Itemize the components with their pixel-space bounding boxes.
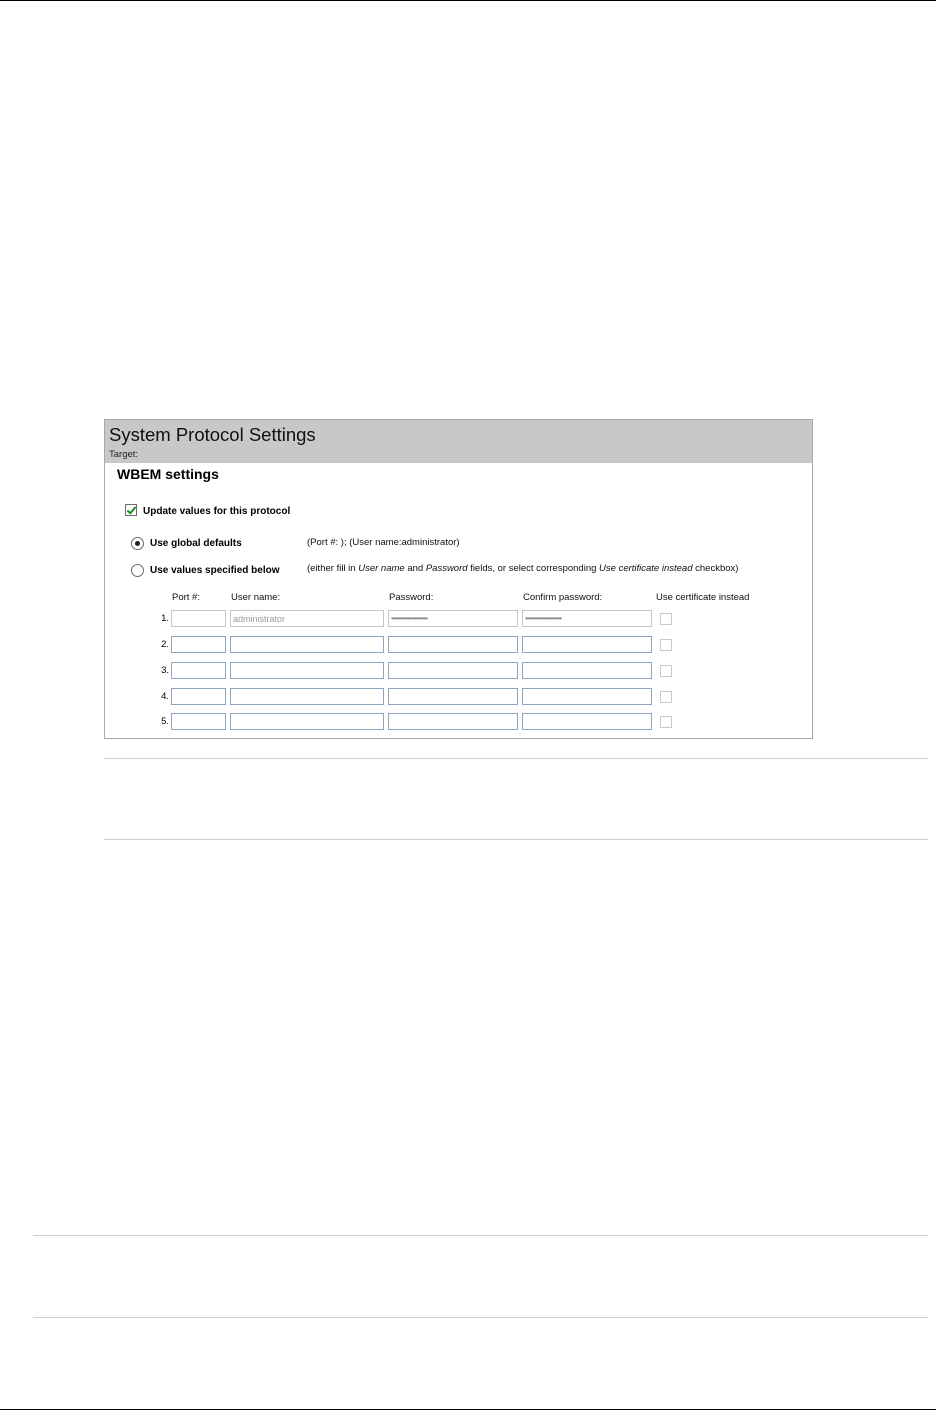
global-defaults-info: (Port #: ); (User name:administrator)	[307, 537, 460, 548]
panel-title: System Protocol Settings	[109, 424, 316, 445]
use-certificate-checkbox[interactable]	[660, 716, 672, 728]
row-number: 3.	[161, 665, 169, 676]
note-part-6: Use certificate instead	[599, 563, 693, 574]
use-certificate-checkbox[interactable]	[660, 691, 672, 703]
col-cert-header: Use certificate instead	[656, 592, 750, 603]
section-title: WBEM settings	[117, 466, 219, 482]
note-part-3: and	[404, 563, 426, 574]
col-confirm-header: Confirm password:	[523, 592, 603, 603]
use-global-defaults-label: Use global defaults	[150, 538, 242, 549]
port-input[interactable]	[171, 636, 226, 653]
update-values-checkbox[interactable]	[125, 504, 137, 516]
update-values-label: Update values for this protocol	[143, 506, 291, 517]
user-name-input[interactable]	[230, 688, 384, 705]
row-number: 4.	[161, 691, 169, 702]
col-password-header: Password:	[389, 592, 434, 603]
panel-header	[105, 420, 812, 463]
use-values-specified-radio[interactable]	[131, 564, 144, 577]
row-number: 5.	[161, 716, 169, 727]
port-input[interactable]	[171, 713, 226, 730]
use-certificate-checkbox[interactable]	[660, 665, 672, 677]
rule-3	[33, 1235, 928, 1236]
confirm-password-input[interactable]	[522, 636, 652, 653]
note-part-4: Password	[425, 563, 468, 574]
note-part-2: User name	[358, 563, 405, 574]
confirm-password-input[interactable]	[522, 662, 652, 679]
row-number: 2.	[161, 639, 169, 650]
rule-4	[33, 1317, 928, 1318]
system-protocol-settings-panel	[104, 419, 813, 739]
rule-2	[104, 839, 928, 840]
confirm-password-input[interactable]	[522, 688, 652, 705]
confirm-password-input[interactable]	[522, 713, 652, 730]
port-input[interactable]	[171, 662, 226, 679]
password-input[interactable]	[388, 610, 518, 627]
note-part-7: checkbox)	[692, 563, 739, 574]
user-name-input[interactable]	[230, 662, 384, 679]
user-name-input[interactable]	[230, 610, 384, 627]
password-input[interactable]	[388, 688, 518, 705]
use-certificate-checkbox[interactable]	[660, 613, 672, 625]
use-global-defaults-radio[interactable]	[131, 537, 144, 550]
col-user-header: User name:	[231, 592, 281, 603]
row-number: 1.	[161, 613, 169, 624]
password-input[interactable]	[388, 662, 518, 679]
password-input[interactable]	[388, 713, 518, 730]
port-input[interactable]	[171, 610, 226, 627]
password-input[interactable]	[388, 636, 518, 653]
note-part-5: fields, or select corresponding	[467, 563, 600, 574]
rule-1	[104, 758, 928, 759]
confirm-password-input[interactable]	[522, 610, 652, 627]
user-name-input[interactable]	[230, 636, 384, 653]
use-values-specified-label: Use values specified below	[150, 565, 280, 576]
page-top-rule	[0, 0, 936, 1]
note-part-1: (either fill in	[307, 563, 359, 574]
col-port-header: Port #:	[172, 592, 200, 603]
port-input[interactable]	[171, 688, 226, 705]
use-certificate-checkbox[interactable]	[660, 639, 672, 651]
page-bottom-rule	[0, 1409, 936, 1410]
user-name-input[interactable]	[230, 713, 384, 730]
target-label: Target:	[109, 449, 139, 460]
specified-values-note	[307, 563, 738, 574]
